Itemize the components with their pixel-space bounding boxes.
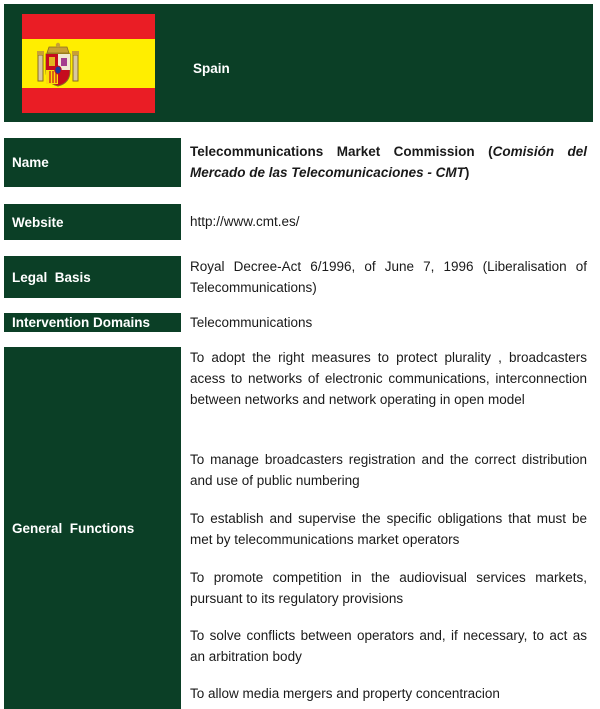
- coat-of-arms-icon: [36, 41, 80, 89]
- country-header: [4, 4, 593, 122]
- name-value-suffix: ): [464, 165, 470, 180]
- country-name: Spain: [193, 61, 230, 76]
- website-label: [4, 204, 181, 240]
- intervention-domains-label: [4, 313, 181, 332]
- spain-flag-icon: [22, 14, 155, 113]
- function-item-6: [190, 683, 587, 704]
- website-label-text: Website: [12, 214, 64, 230]
- name-value-italic: Comisión del Mercado de las Telecomunicaciones - CMT: [190, 144, 588, 180]
- legal-basis-label-text: Legal Basis: [12, 269, 91, 285]
- website-link[interactable]: [190, 211, 587, 232]
- function-item-1-text: To adopt the right measures to protect plurality , broadcasters acess to networks of electronic communications, interconnection between networks and network operating in open model: [190, 350, 587, 407]
- general-functions-label-text: General Functions: [12, 520, 135, 536]
- function-item-5-text: To solve conflicts between operators and, if necessary, to act as an arbitration body: [190, 628, 587, 664]
- name-value-prefix: Telecommunications Market Commission (: [190, 144, 493, 159]
- website-link-text[interactable]: http://www.cmt.es/: [190, 214, 300, 229]
- function-item-3-text: To establish and supervise the specific obligations that must be met by telecommunications market operators: [190, 511, 587, 547]
- function-item-4: [190, 567, 587, 609]
- name-value: [190, 141, 587, 183]
- function-item-3: [190, 508, 587, 550]
- function-item-5: [190, 625, 587, 667]
- function-item-2-text: To manage broadcasters registration and the correct distribution and use of public numbering: [190, 452, 587, 488]
- name-label: [4, 138, 181, 187]
- legal-basis-value: [190, 256, 587, 298]
- name-label-text: Name: [12, 155, 49, 170]
- intervention-domains-value-text: Telecommunications: [190, 315, 313, 330]
- function-item-1: [190, 347, 587, 410]
- function-item-2: [190, 449, 587, 491]
- general-functions-label: [4, 347, 181, 709]
- function-item-4-text: To promote competition in the audiovisual services markets, pursuant to its regulatory provisions: [190, 570, 587, 606]
- intervention-domains-label-text: Intervention Domains: [12, 315, 151, 330]
- legal-basis-value-text: Royal Decree-Act 6/1996, of June 7, 1996 (Liberalisation of Telecommunications): [190, 259, 587, 295]
- intervention-domains-value: [190, 312, 587, 333]
- function-item-6-text: To allow media mergers and property concentracion: [190, 686, 500, 701]
- legal-basis-label: [4, 256, 181, 298]
